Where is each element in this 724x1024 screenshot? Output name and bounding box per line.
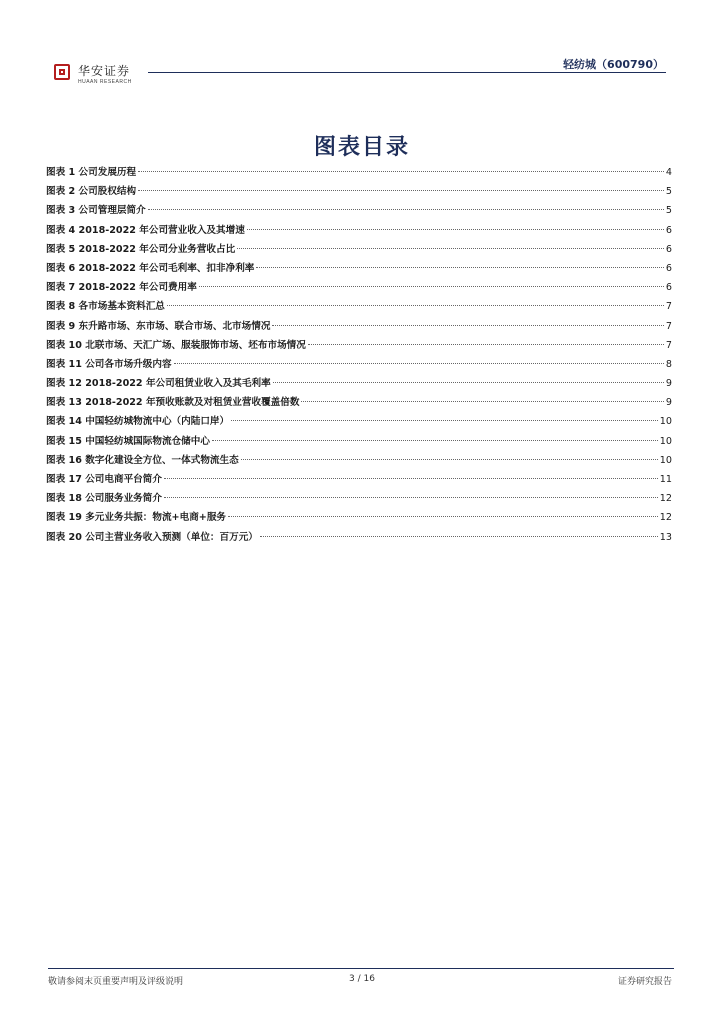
toc-item-label: 图表 6 2018-2022 年公司毛利率、扣非净利率 (46, 262, 255, 274)
toc-item-page: 6 (665, 282, 672, 294)
toc-leader-dots (164, 497, 658, 498)
page-indicator: 3 / 16 (349, 974, 375, 984)
footer-disclaimer: 敬请参阅末页重要声明及评级说明 (48, 977, 184, 987)
toc-item[interactable] (46, 433, 672, 452)
toc-item-page: 10 (659, 454, 672, 466)
toc-item-label: 图表 9 东升路市场、东市场、联合市场、北市场情况 (46, 320, 271, 332)
toc-item-label: 图表 4 2018-2022 年公司营业收入及其增速 (46, 224, 245, 236)
toc-item[interactable] (46, 490, 672, 509)
toc-item-page: 7 (665, 301, 672, 313)
toc-item[interactable] (46, 337, 672, 356)
toc-item-page: 5 (665, 205, 672, 217)
toc-item[interactable] (46, 260, 672, 279)
page-footer (0, 960, 724, 1024)
toc-item[interactable] (46, 222, 672, 241)
toc-item-page: 4 (665, 167, 672, 178)
toc-leader-dots (260, 536, 658, 537)
toc-item-label: 图表 17 公司电商平台简介 (46, 474, 162, 485)
toc-item-page: 11 (659, 474, 672, 485)
logo-subtext: HUAAN RESEARCH (78, 79, 132, 85)
page-header (0, 0, 724, 110)
toc-item[interactable] (46, 452, 672, 471)
toc-item-label: 图表 19 多元业务共振：物流+电商+服务 (46, 512, 227, 524)
toc-item-page: 10 (659, 435, 672, 447)
toc-item[interactable] (46, 394, 672, 413)
toc-item-page: 8 (665, 358, 672, 370)
toc-item[interactable] (46, 318, 672, 337)
toc-item-label: 图表 2 公司股权结构 (46, 186, 137, 198)
logo-text: 华安证券 (78, 64, 131, 78)
toc-item-label: 图表 8 各市场基本资料汇总 (46, 301, 165, 313)
toc-list (46, 164, 672, 548)
toc-leader-dots (308, 344, 664, 345)
toc-item[interactable] (46, 164, 672, 183)
toc-leader-dots (237, 248, 664, 249)
toc-item-page: 10 (659, 416, 672, 428)
toc-item-label: 图表 13 2018-2022 年预收账款及对租赁业营收覆盖倍数 (46, 397, 300, 409)
toc-item[interactable] (46, 279, 672, 298)
toc-leader-dots (148, 209, 664, 210)
toc-leader-dots (301, 401, 663, 402)
toc-item-label: 图表 16 数字化建设全方位、一体式物流生态 (46, 454, 239, 466)
toc-item[interactable] (46, 471, 672, 490)
toc-item[interactable] (46, 509, 672, 528)
toc-item-page: 12 (659, 493, 672, 505)
toc-item[interactable] (46, 202, 672, 221)
toc-item-page: 12 (659, 512, 672, 524)
toc-item-label: 图表 3 公司管理层简介 (46, 205, 146, 217)
toc-leader-dots (138, 190, 664, 191)
toc-item-label: 图表 15 中国轻纺城国际物流仓储中心 (46, 435, 210, 447)
toc-item-page: 9 (665, 397, 672, 409)
company-logo-icon (54, 64, 70, 80)
toc-item-page: 6 (665, 262, 672, 274)
toc-item-label: 图表 12 2018-2022 年公司租赁业收入及其毛利率 (46, 378, 271, 390)
toc-item[interactable] (46, 356, 672, 375)
toc-leader-dots (241, 459, 658, 460)
toc-leader-dots (164, 478, 658, 479)
toc-item-page: 7 (665, 320, 672, 332)
toc-leader-dots (273, 382, 664, 383)
toc-item[interactable] (46, 529, 672, 548)
toc-item-label: 图表 14 中国轻纺城物流中心（内陆口岸） (46, 416, 230, 428)
toc-item[interactable] (46, 375, 672, 394)
toc-item-label: 图表 20 公司主营业务收入预测（单位：百万元） (46, 531, 258, 543)
company-code: 轻纺城（600790） (563, 58, 664, 71)
toc-item-label: 图表 1 公司发展历程 (46, 167, 137, 178)
toc-item-label: 图表 7 2018-2022 年公司费用率 (46, 282, 197, 294)
toc-item-page: 6 (665, 224, 672, 236)
toc-item[interactable] (46, 241, 672, 260)
toc-item-label: 图表 10 北联市场、天汇广场、服装服饰市场、坯布市场情况 (46, 339, 306, 351)
toc-item-label: 图表 18 公司服务业务简介 (46, 493, 162, 505)
toc-leader-dots (212, 440, 658, 441)
header-divider (148, 72, 666, 73)
footer-divider (48, 968, 674, 969)
toc-title: 图表目录 (313, 135, 410, 160)
toc-item-page: 7 (665, 339, 672, 351)
toc-leader-dots (167, 305, 664, 306)
toc-item-page: 13 (659, 531, 672, 543)
toc-leader-dots (247, 229, 664, 230)
toc-item[interactable] (46, 183, 672, 202)
toc-item-label: 图表 5 2018-2022 年公司分业务营收占比 (46, 243, 236, 255)
toc-item-label: 图表 11 公司各市场升级内容 (46, 358, 172, 370)
toc-leader-dots (228, 516, 658, 517)
toc-leader-dots (231, 420, 658, 421)
toc-item[interactable] (46, 298, 672, 317)
toc-item[interactable] (46, 413, 672, 432)
toc-leader-dots (272, 325, 663, 326)
toc-leader-dots (174, 363, 664, 364)
toc-leader-dots (199, 286, 664, 287)
toc-item-page: 5 (665, 186, 672, 198)
toc-leader-dots (256, 267, 663, 268)
toc-leader-dots (138, 171, 664, 172)
toc-item-page: 6 (665, 243, 672, 255)
toc-item-page: 9 (665, 378, 672, 390)
report-type: 证券研究报告 (617, 977, 672, 987)
